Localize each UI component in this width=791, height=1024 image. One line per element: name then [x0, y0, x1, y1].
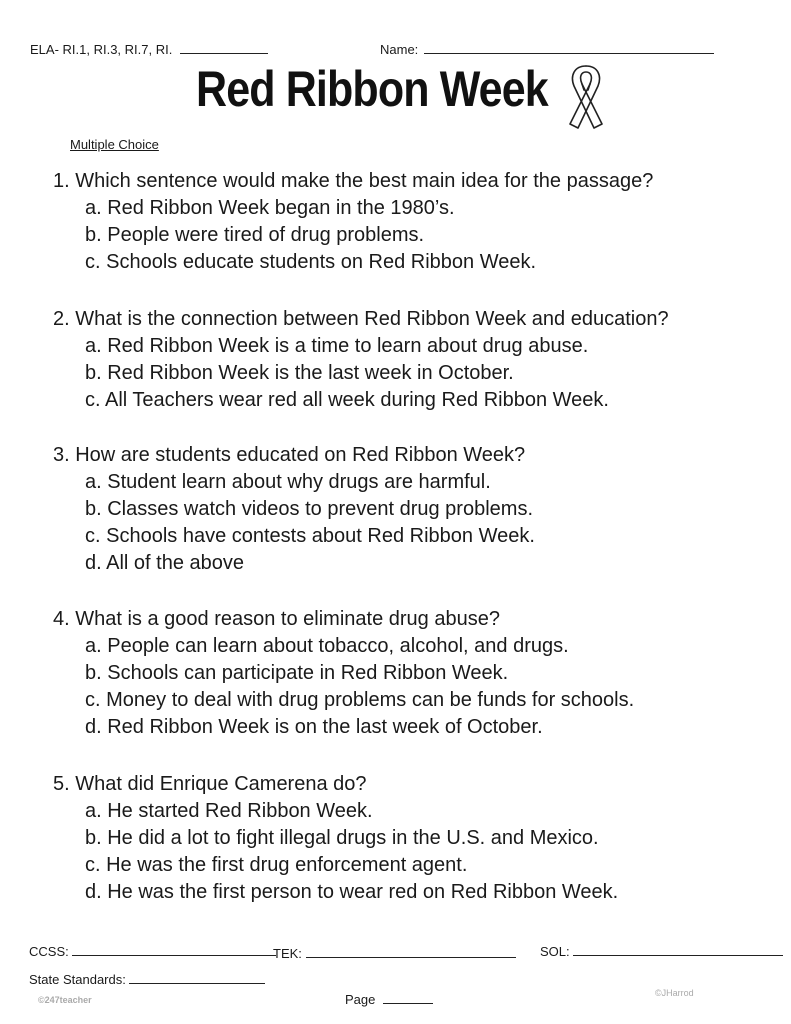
answer-option[interactable]: b. Schools can participate in Red Ribbon Week.: [85, 662, 509, 684]
question-stem: 5. What did Enrique Camerena do?: [53, 773, 367, 795]
question-stem: 2. What is the connection between Red Ribbon Week and education?: [53, 308, 669, 330]
question-stem: 1. Which sentence would make the best main idea for the passage?: [53, 170, 654, 192]
answer-option[interactable]: a. Red Ribbon Week began in the 1980’s.: [85, 197, 455, 219]
name-blank[interactable]: [424, 40, 714, 54]
tek-label: TEK:: [273, 946, 302, 961]
answer-option[interactable]: a. People can learn about tobacco, alcohol, and drugs.: [85, 635, 569, 657]
answer-option[interactable]: c. Money to deal with drug problems can be funds for schools.: [85, 689, 635, 711]
question-3: [53, 442, 535, 577]
standards-field[interactable]: [30, 40, 268, 57]
answer-option[interactable]: a. Student learn about why drugs are harmful.: [85, 471, 491, 493]
question-5: [53, 771, 618, 906]
answer-option[interactable]: c. Schools have contests about Red Ribbon Week.: [85, 525, 535, 547]
question-4: [53, 606, 634, 741]
name-field[interactable]: [380, 40, 714, 57]
ccss-blank[interactable]: [72, 942, 276, 956]
page-number-field[interactable]: [345, 990, 433, 1007]
question-1: [53, 168, 653, 276]
ccss-field[interactable]: [29, 942, 276, 959]
answer-option[interactable]: b. He did a lot to fight illegal drugs in the U.S. and Mexico.: [85, 827, 599, 849]
copyright-left: ©247teacher: [38, 995, 92, 1005]
tek-field[interactable]: [273, 944, 516, 961]
page-title: Red Ribbon Week: [196, 61, 548, 117]
answer-option[interactable]: d. He was the first person to wear red on Red Ribbon Week.: [85, 881, 619, 903]
standards-blank[interactable]: [180, 40, 268, 54]
page-label: Page: [345, 992, 376, 1007]
question-2: [53, 306, 669, 414]
question-stem: 4. What is a good reason to eliminate drug abuse?: [53, 608, 500, 630]
tek-blank[interactable]: [306, 944, 516, 958]
state-standards-label: State Standards:: [29, 972, 126, 987]
sol-blank[interactable]: [573, 942, 783, 956]
state-standards-field[interactable]: [29, 970, 265, 987]
answer-option[interactable]: a. Red Ribbon Week is a time to learn about drug abuse.: [85, 335, 589, 357]
answer-option[interactable]: b. People were tired of drug problems.: [85, 224, 425, 246]
name-label: Name:: [380, 42, 419, 57]
question-stem: 3. How are students educated on Red Ribbon Week?: [53, 444, 526, 466]
answer-option[interactable]: c. He was the first drug enforcement agent.: [85, 854, 468, 876]
section-label: Multiple Choice: [70, 137, 159, 152]
sol-label: SOL:: [540, 944, 570, 959]
state-standards-blank[interactable]: [129, 970, 265, 984]
copyright-right: ©JHarrod: [655, 988, 694, 998]
ccss-label: CCSS:: [29, 944, 69, 959]
answer-option[interactable]: d. Red Ribbon Week is on the last week of October.: [85, 716, 543, 738]
answer-option[interactable]: c. All Teachers wear red all week during Red Ribbon Week.: [85, 389, 609, 411]
awareness-ribbon-icon: [560, 62, 612, 143]
sol-field[interactable]: [540, 942, 783, 959]
answer-option[interactable]: a. He started Red Ribbon Week.: [85, 800, 373, 822]
answer-option[interactable]: b. Classes watch videos to prevent drug problems.: [85, 498, 533, 520]
answer-option[interactable]: d. All of the above: [85, 552, 245, 574]
answer-option[interactable]: c. Schools educate students on Red Ribbon Week.: [85, 251, 537, 273]
page-blank[interactable]: [383, 990, 433, 1004]
answer-option[interactable]: b. Red Ribbon Week is the last week in October.: [85, 362, 514, 384]
standards-label: ELA- RI.1, RI.3, RI.7, RI.: [30, 42, 173, 57]
